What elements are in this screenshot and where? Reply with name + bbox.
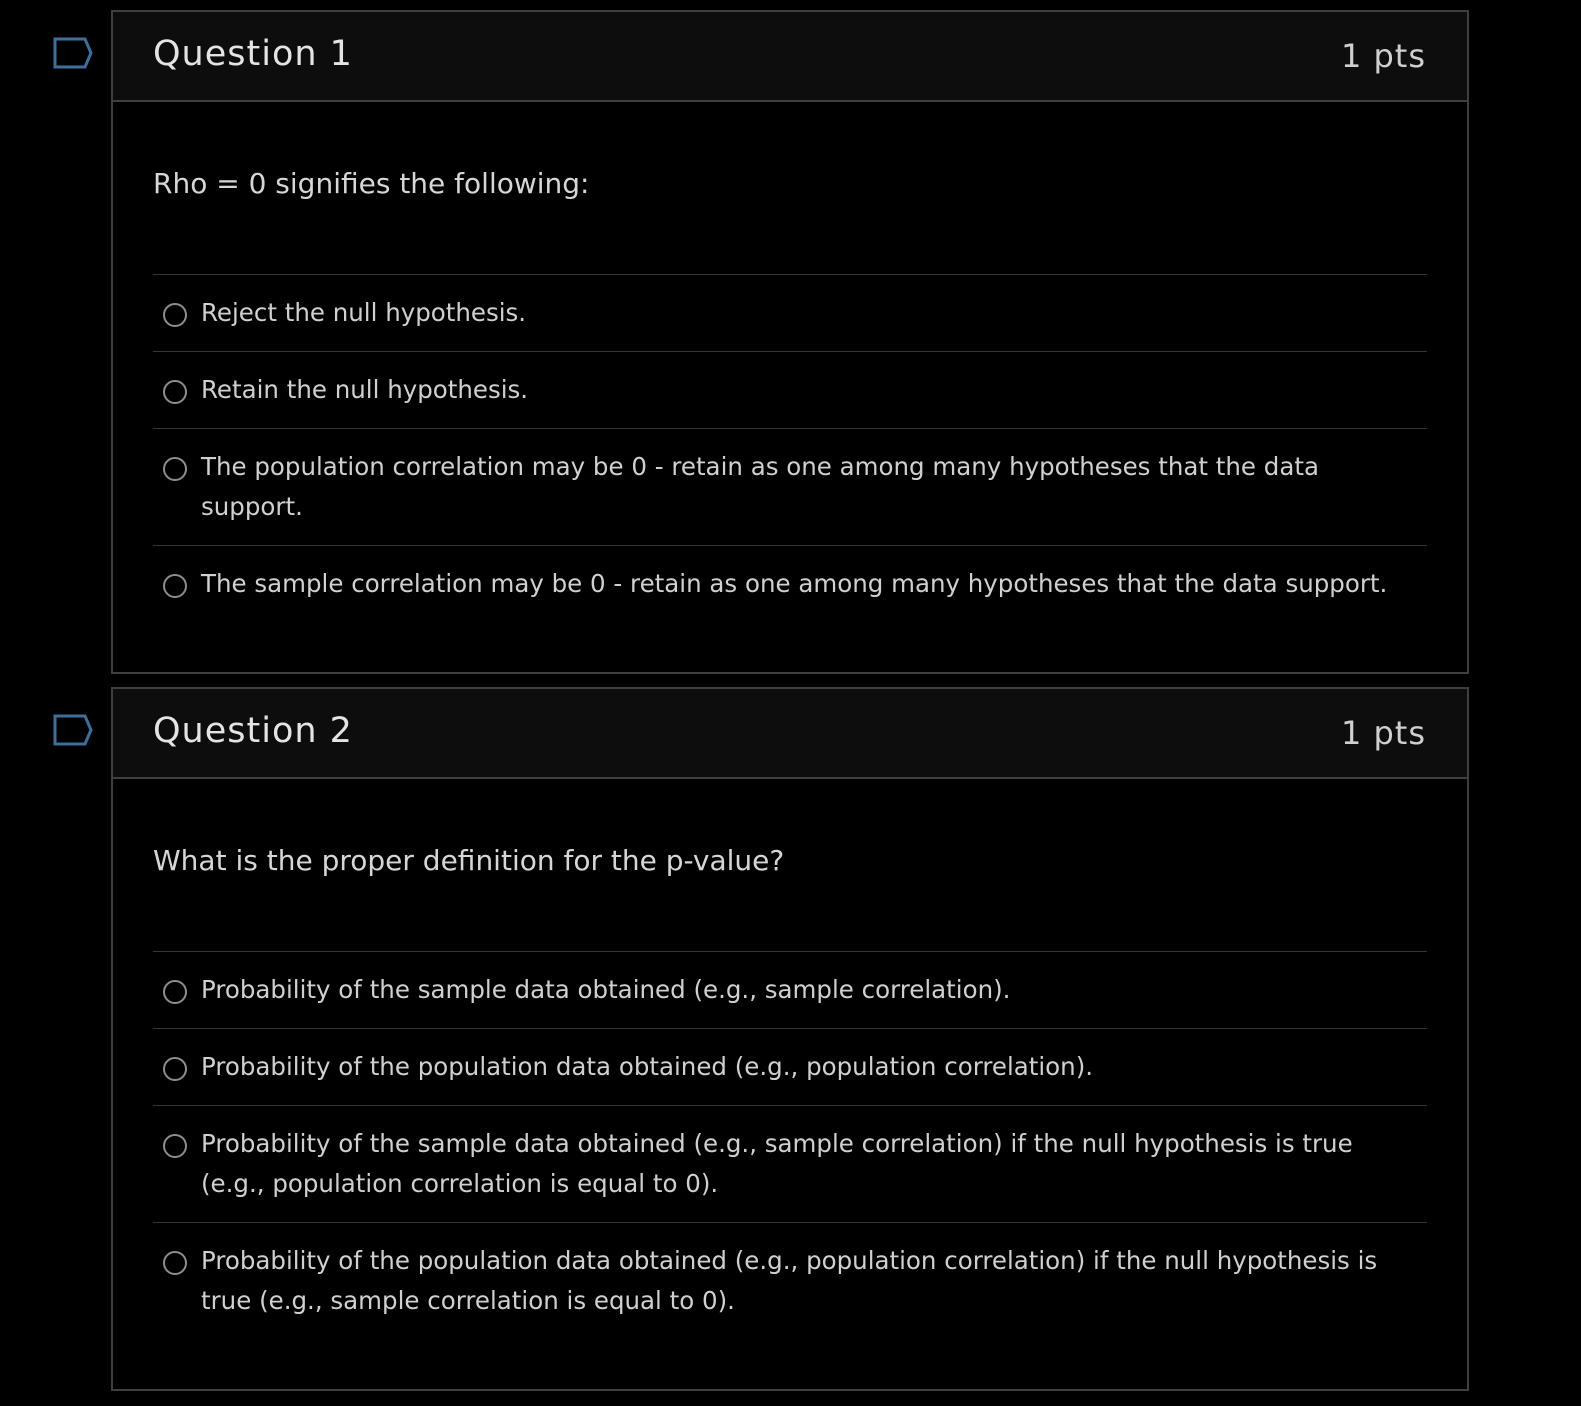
question-text: What is the proper definition for the p-value? xyxy=(153,779,1427,952)
radio-unselected-icon[interactable] xyxy=(163,457,187,481)
answer-option[interactable] xyxy=(153,1106,1427,1223)
flag-question-1-icon[interactable] xyxy=(52,36,94,70)
question-body xyxy=(113,102,1467,672)
radio-unselected-icon[interactable] xyxy=(163,980,187,1004)
answer-label[interactable]: Retain the null hypothesis. xyxy=(201,375,529,404)
answer-option[interactable] xyxy=(153,352,1427,429)
answer-option[interactable] xyxy=(153,429,1427,546)
answer-option[interactable] xyxy=(153,1223,1427,1339)
question-header xyxy=(113,12,1467,102)
flag-question-2-icon[interactable] xyxy=(52,713,94,747)
question-title: Question 2 xyxy=(153,711,353,751)
answer-label[interactable]: Probability of the population data obtained (e.g., population correlation). xyxy=(201,1052,1094,1081)
radio-unselected-icon[interactable] xyxy=(163,1251,187,1275)
question-body xyxy=(113,779,1467,1389)
answer-label[interactable]: Probability of the sample data obtained (e.g., sample correlation). xyxy=(201,975,1011,1004)
answer-option[interactable] xyxy=(153,1029,1427,1106)
question-text: Rho = 0 signifies the following: xyxy=(153,102,1427,275)
answer-option[interactable] xyxy=(153,546,1427,622)
question-points: 1 pts xyxy=(1340,37,1426,75)
question-card xyxy=(111,687,1469,1391)
answer-label[interactable]: Probability of the sample data obtained (e.g., sample correlation) if the null hypothesis is true (e.g., population correlation is equal to 0). xyxy=(201,1129,1353,1198)
answer-label[interactable]: Reject the null hypothesis. xyxy=(201,298,527,327)
answer-label[interactable]: The population correlation may be 0 - retain as one among many hypotheses that the data support. xyxy=(201,452,1319,521)
radio-unselected-icon[interactable] xyxy=(163,303,187,327)
question-header xyxy=(113,689,1467,779)
answer-label[interactable]: Probability of the population data obtained (e.g., population correlation) if the null hypothesis is true (e.g., sample correlation is equal to 0). xyxy=(201,1246,1378,1315)
answer-option[interactable] xyxy=(153,952,1427,1029)
answer-label[interactable]: The sample correlation may be 0 - retain as one among many hypotheses that the data support. xyxy=(201,569,1388,598)
radio-unselected-icon[interactable] xyxy=(163,1057,187,1081)
question-title: Question 1 xyxy=(153,34,353,74)
question-card xyxy=(111,10,1469,674)
radio-unselected-icon[interactable] xyxy=(163,1134,187,1158)
radio-unselected-icon[interactable] xyxy=(163,574,187,598)
answer-list xyxy=(153,275,1427,672)
question-points: 1 pts xyxy=(1340,714,1426,752)
answer-list xyxy=(153,952,1427,1389)
answer-option[interactable] xyxy=(153,275,1427,352)
radio-unselected-icon[interactable] xyxy=(163,380,187,404)
